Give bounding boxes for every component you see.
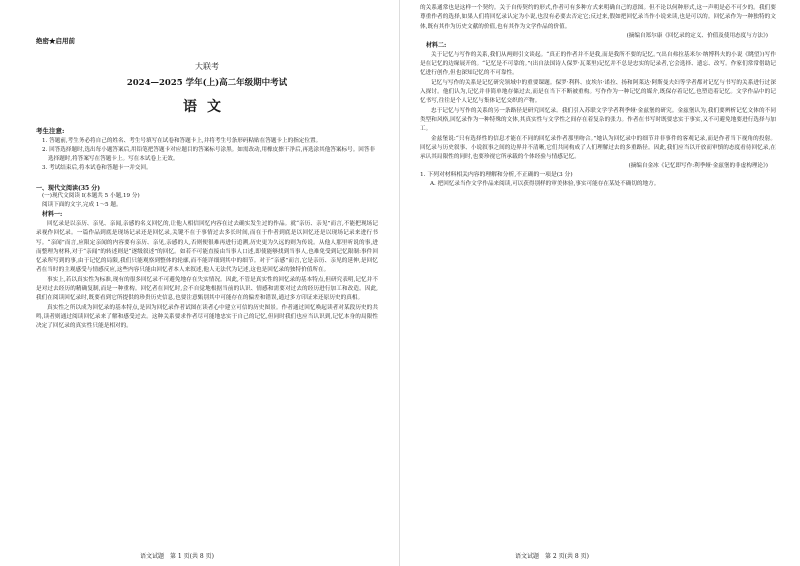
exam-org: 大联考 xyxy=(195,62,219,71)
section-title: 一、现代文阅读(35 分) xyxy=(36,185,101,192)
paragraph: 忠于记忆与写作的关系的另一条路径是研究回忆录。我们引入苏联文学学者利季娅·金兹堡的研究。金兹堡认为,我们要辨析记忆文体的不同类型和风格,回忆录作为一种特殊的文体,其真实性与文学性之间存在着复杂的张力。作者在书写时既要忠实于事实,又不可避免地要进行选择与加工。 xyxy=(420,107,776,133)
sub-section-title: (一)现代文阅读 Ⅰ(本题共 5 小题,19 分) xyxy=(42,193,140,199)
page-footer: 语文试题 第 1 页(共 8 页) xyxy=(140,553,214,560)
material-1-title: 材料一: xyxy=(42,211,63,218)
material-2-title: 材料二: xyxy=(426,41,447,49)
notice-item: 1. 答题前,考生务必将自己的姓名、考生号填写在试卷和答题卡上,并将考生号条形码粘贴在答题卡上的指定位置。 xyxy=(42,138,322,144)
paragraph: 的关系通常也是这样一个契约。关于自传契约的形式,作者可有多种方式来明确自己的意图。但不论以何种形式,这一声明是必不可少的。我们要尊重作者的选择,如果人们将回忆录认定为小说,也没有必要去否定它;反过来,假如把回忆录当作小说来读,也是可以的。回忆录作为一种独特的文体,既有其作为历史文献的价值,也有其作为文学作品的价值。 xyxy=(420,5,776,30)
paragraph: 回忆录是以亲历、亲见、亲闻,亲感的名义回忆的,让他人相信回忆内容在过去确实发生过的作品。就“亲历、亲见”而言,不能把现场记录视作回忆录。一篇作品到底是现场记录还是回忆录,关键不在于事情过去多长时间,而在于作者到底是以回忆还是以现场记录来进行书写。“亲闻”而言,应限定亲闻的内容要有亲历、亲见,亲感的人,否则便很难再进行追溯,历史更为久远的则为传说。从他人那里听说的事,进而整理为材料,对于“亲闻”的转述则是“逐级叙述”的回忆。如若不可能直接由当事人口述,即使能够找到当事人,也难免受到记忆限制:事件回忆录所写到的事,由于记忆的局限,我们只能观察到整体的轮廓,而不能详细到其中的细节。对于“亲感”而言,它是亲历、亲见的延伸,是回忆者在当时的主观感受与情感反应,这些内容只能由回忆者本人来叙述,他人无法代为记述,这也是回忆录的独特价值所在。 xyxy=(36,221,378,274)
notice-title: 考生注意: xyxy=(36,127,65,135)
paragraph: 金兹堡说:“只有选择性的信息才能在不同的回忆录作者那里吻合。”她认为回忆录中的细节并非事件的客观记录,而是作者当下视角的投射。回忆录与历史叙事、小说叙事之间的边界并不清晰,它们共同构成了人们理解过去的多重路径。因此,我们应当以开放而审慎的态度看待回忆录,在承认其局限性的同时,也要珍视它所承载的个体经验与情感记忆。 xyxy=(420,135,776,161)
paragraph: 事实上,若以真实性为标准,现有的很多回忆录不可避免地存在失实情况。因此,不管是真实性的回忆录的基本特点,但研究表明,记忆并不是对过去经历的精确复制,而是一种重构。回忆者在回忆时,会不自觉地根据当前的认识、情感和需要对过去的经历进行加工和改造。因此,我们在阅读回忆录时,既要看到它所提供的珍贵历史信息,也要注意甄别其中可能存在的偏差和错误,通过多方印证来还原历史的真相。 xyxy=(36,276,378,302)
notice-item: 3. 考试结束后,将本试卷和答题卡一并交回。 xyxy=(42,165,152,171)
notice-item: 2. 回答选择题时,选出每小题答案后,用铅笔把答题卡对应题目的答案标号涂黑。如需改动,用橡皮擦干净后,再选涂其他答案标号。回答非选择题时,将答案写在答题卡上。写在本试卷上无效。 xyxy=(42,147,376,162)
source-citation: (摘编自金冰《记忆即写作:利季娅·金兹堡的非虚构理论》) xyxy=(628,163,768,170)
paragraph: 关于记忆与写作的关系,我们从两则引文谈起。“真正的作者并不是我,而是我所不要的记忆。”(出自弗拉基米尔·纳博科夫的小说《眺望》)写作是在记忆的边缘展开的。“记忆是不可靠的。”(出自法国诗人保罗·瓦莱里)记忆并不总是忠实的记录者,它会选择、遗忘、改写。作家们常常借助记忆进行创作,但也深知记忆的不可靠性。 xyxy=(420,51,776,77)
page-footer: 语文试题 第 2 页(共 8 页) xyxy=(515,553,589,560)
subject-title: 语文 xyxy=(183,99,231,115)
instruction: 阅读下面的文字,完成 1～5 题。 xyxy=(42,202,122,208)
paragraph: 记忆与写作的关系是记忆研究领域中的重要课题。保罗·利科、皮埃尔·诺拉、扬和阿莱达·阿斯曼夫妇等学者都对记忆与书写的关系进行过深入探讨。他们认为,记忆并非简单地存储过去,而是在当下不断被重构。写作作为一种记忆的媒介,既保存着记忆,也塑造着记忆。文学作品中的记忆书写,往往是个人记忆与集体记忆交织的产物。 xyxy=(420,79,776,105)
question-1: 1. 下列对材料相关内容的理解和分析,不正确的一项是(3 分) xyxy=(420,172,573,179)
option-a: A. 把回忆录当作文学作品来阅读,可以获得别样的审美体验,事实可能存在某处不确切的地方。 xyxy=(430,181,660,188)
secret-label: 绝密★启用前 xyxy=(36,37,75,45)
paragraph: 真实性之所以成为回忆录的基本特点,是因为回忆录作者试图在读者心中建立可信的历史图景。作者通过回忆唤起读者对某段历史的共鸣,读者则通过阅读回忆录来了解和感受过去。这种关系要求作者尽可能地忠实于自己的记忆,但同时我们也应当认识到,记忆本身的局限性决定了回忆录的真实性只能是相对的。 xyxy=(36,304,378,330)
exam-title: 2024—2025 学年(上)高二年级期中考试 xyxy=(126,78,288,88)
source-citation: (摘编自郑尔康《回忆录的定义、价值及使用态度与方法》) xyxy=(626,32,768,39)
right-page xyxy=(400,0,800,566)
